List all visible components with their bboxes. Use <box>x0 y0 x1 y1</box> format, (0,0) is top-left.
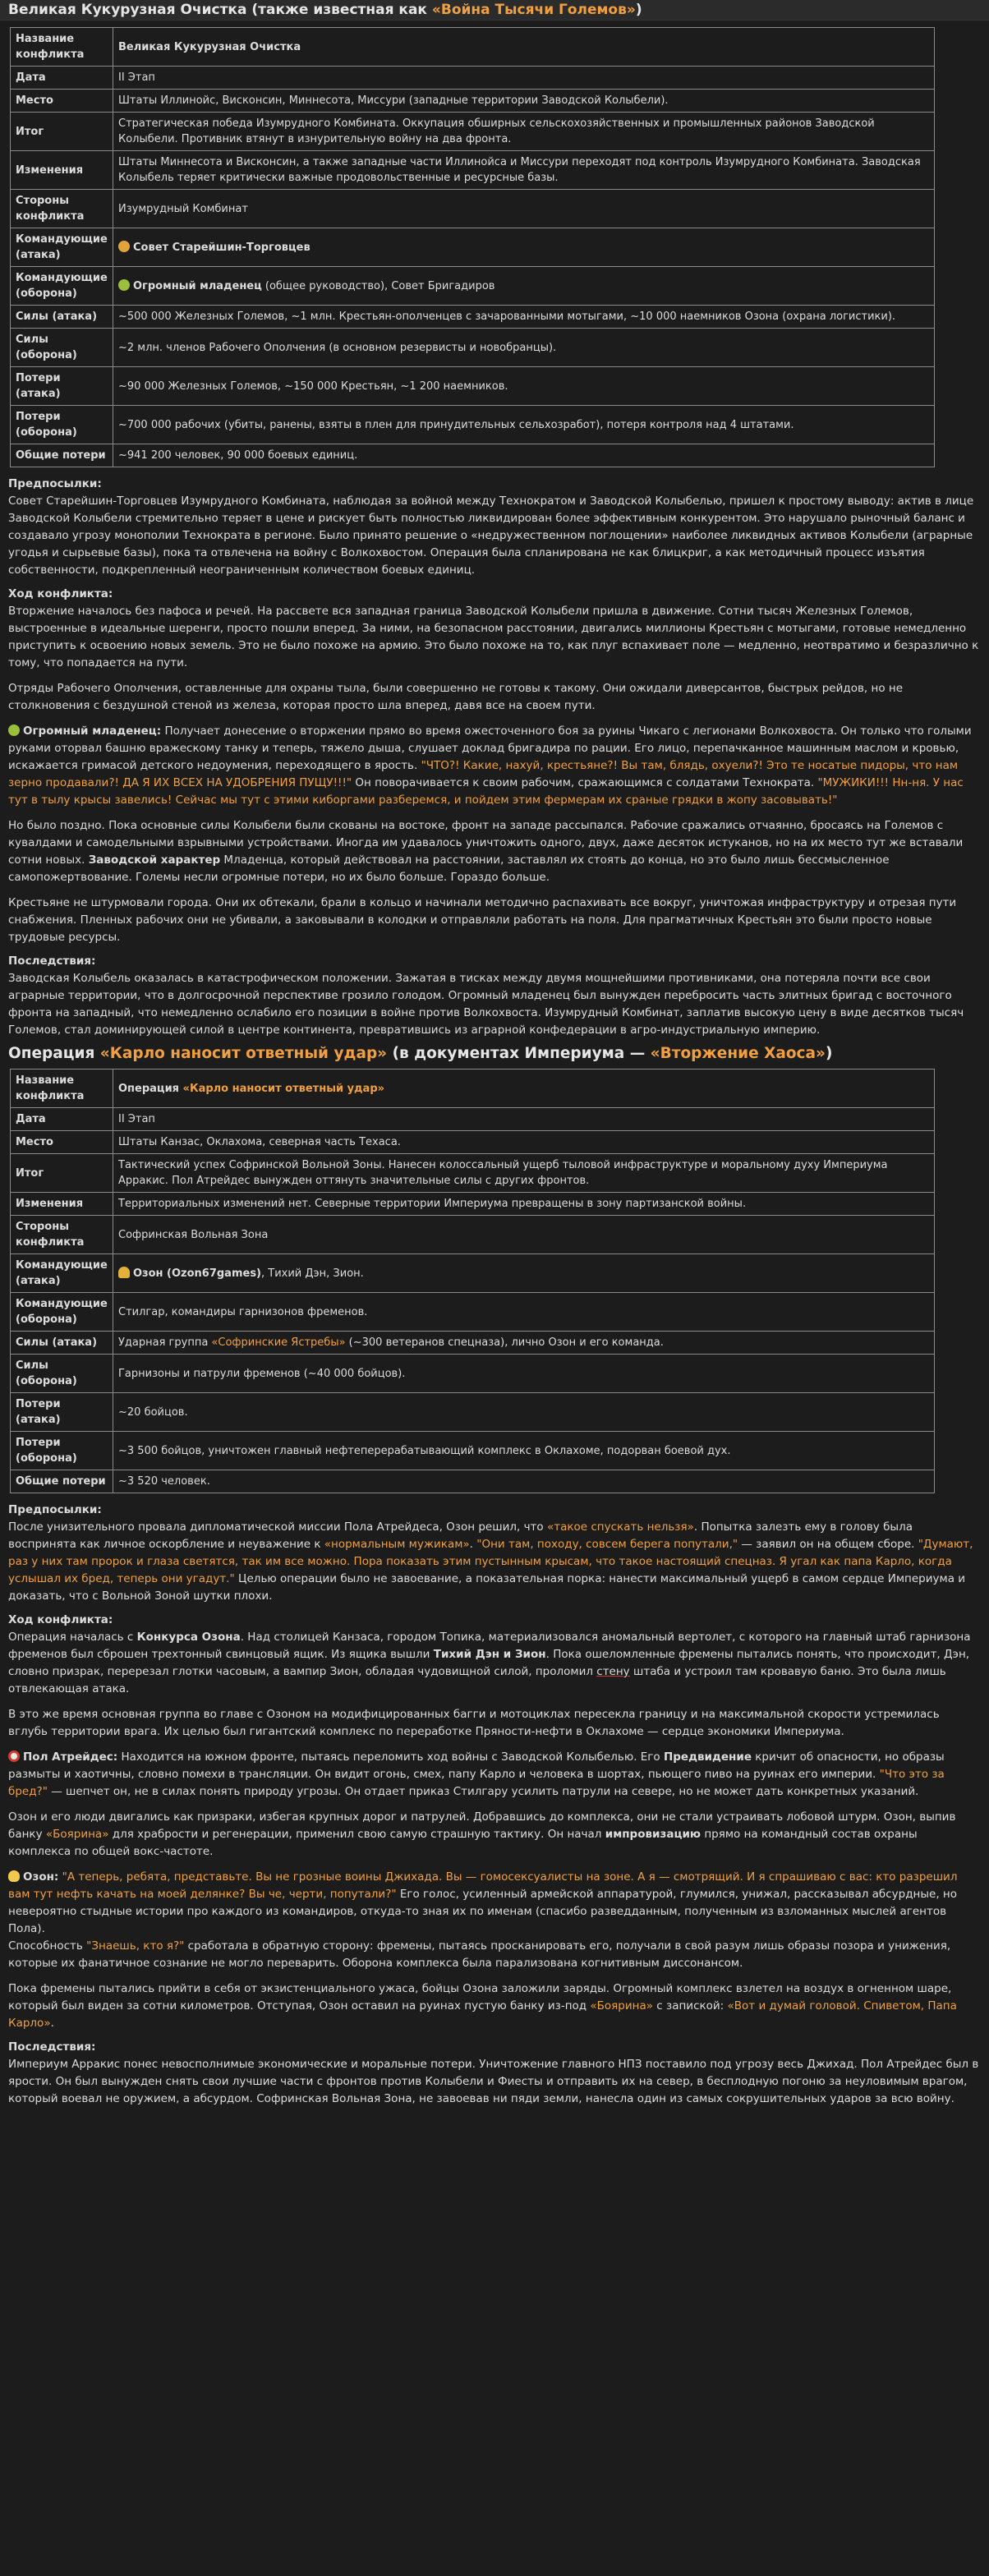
table-row: Место Штаты Канзас, Оклахома, северная часть Техаса. <box>11 1131 935 1154</box>
table-row: Силы (атака) ~500 000 Железных Големов, ~1 млн. Крестьян-ополченцев с зачарованными мотыгами, ~10 000 наемников Озона (охрана логистики). <box>11 306 935 329</box>
table-row: Место Штаты Иллинойс, Висконсин, Миннесота, Миссури (западные территории Заводской Колыбели). <box>11 90 935 113</box>
conflict-table-2 <box>10 1069 935 1493</box>
prerequisites-1: Предпосылки: Совет Старейшин-Торговцев Изумрудного Комбината, наблюдая за войной между Технократом и Заводской Колыбелью, пришел к простому выводу: актив в лице Заводской Колыбели стремительно теряет в цене и рискует быть полностью ликвидирован более эффективным конкурентом. Это нарушало рыночный баланс и создавало угрозу монополии Технократа в регионе. Было принято решение о «недружественном поглощении» наиболее ликвидных активов Колыбели (аграрные угодья и сырьевые базы), пока та отвлечена на войну с Волкохвостом. Операция была спланирована не как блицкриг, а как методичный процесс изъятия собственности, подкрепленный неограниченным количеством боевых единиц. <box>8 476 979 579</box>
baby-icon <box>118 279 130 291</box>
prerequisites-2: Предпосылки: После унизительного провала дипломатической миссии Пола Атрейдеса, Озон решил, что «такое спускать нельзя». Попытка залезть ему в голову была воспринята как личное оскорбление и неуважение к «нормальным мужикам». "Они там, походу, совсем берега попутали," — заявил он на общем сборе. "Думают, раз у них там пророк и глаза светятся, так им все можно. Пора показать этим пустынным крысам, что такое настоящий спецназ. Я угал как папа Карло, когда услышал их бред, теперь они угадут." Целью операции было не завоевание, а показательная порка: нанести максимальный ущерб в самом сердце Империума и доказать, что с Вольной Зоной шутки плохи. <box>8 1502 979 1605</box>
consequences-2: Последствия: Империум Арракис понес невосполнимые экономические и моральные потери. Уничтожение главного НПЗ поставило под угрозу весь Джихад. Пол Атрейдес был в ярости. Он был вынужден снять свои лучшие части с фронтов против Колыбели и Фиесты и отправить их на север, в бесплодную погоню за неуловимым врагом, который воевал не оружием, а абсурдом. Софринская Вольная Зона, не завоевав ни пяди земли, нанесла один из самых сокрушительных ударов за всю войну. <box>8 2040 979 2105</box>
prerequisites-heading: Предпосылки: <box>8 1503 102 1516</box>
table-row: Силы (оборона) ~2 млн. членов Рабочего Ополчения (в основном резервисты и новобранцы). <box>11 329 935 367</box>
table-row: Общие потери ~3 520 человек. <box>11 1470 935 1493</box>
table-row: Изменения Территориальных изменений нет. Северные территории Империума превращены в зону партизанской войны. <box>11 1193 935 1216</box>
title-link-golems[interactable]: «Война Тысячи Големов» <box>431 2 636 18</box>
section1-title: Великая Кукурузная Очистка (также известная как «Война Тысячи Големов») <box>8 2 642 18</box>
title-link-chaos[interactable]: «Вторжение Хаоса» <box>650 1045 826 1062</box>
table-row: Командующие (оборона) Стилгар, командиры гарнизонов фременов. <box>11 1293 935 1332</box>
link-boyarin[interactable]: «Боярина» <box>45 1828 109 1841</box>
link-boyarin-2[interactable]: «Боярина» <box>590 1999 654 2012</box>
merchant-icon <box>118 241 130 252</box>
course-1: Ход конфликта: Вторжение началось без пафоса и речей. На рассвете вся западная граница Заводской Колыбели пришла в движение. Сотни тысяч Железных Големов, выстроенные в идеальные шеренги, просто пошли вперед. За ними, на безопасном расстоянии, двигались миллионы Крестьян с мотыгами, готовые немедленно приступить к освоению новых земель. Это не было похоже на армию. Это было похоже на то, как плуг вспахивает поле — медленно, неотвратимо и безразлично к тому, что попадается на пути. Отряды Рабочего Ополчения, оставленные для охраны тыла, были совершенно не готовы к такому. Они ожидали диверсантов, быстрых рейдов, но не столкновения с бездушной стеной из железа, которая просто шла вперед, давя все на своем пути. Огромный младенец: Получает донесение о вторжении прямо во время ожесточенного боя за руины Чикаго с легионами Волкохвоста. Он только что голыми руками оторвал башню вражескому танку и теперь, тяжело дыша, слушает доклад бригадира по рации. Его лицо, перепачканное машинным маслом и кровью, искажается гримасой детского недоумения, переходящего в ярость. "ЧТО?! Какие, нахуй, крестьяне?! Вы там, блядь, охуели?! Это те носатые пидоры, что нам зерно продавали?! ДА Я ИХ ВСЕХ НА УДОБРЕНИЯ ПУЩУ!!!" Он поворачивается к своим рабочим, сражающимся с солдатами Технократа. "МУЖИКИ!!! Нн-ня. У нас тут в тылу крысы завелись! Сейчас мы тут с этими киборгами разберемся, и пойдем этим фермерам их сраные грядки в жопу засовывать!" Но было поздно. Пока основные силы Колыбели были скованы на востоке, фронт на западе рассыпался. Рабочие сражались отчаянно, бросаясь на Големов с кувалдами и самодельными взрывными устройствами. Иногда им удавалось уничтожить одного, двух, даже десяток истуканов, но на их место тут же вставали сотни новых. Заводской характер Младенца, который действовал на расстоянии, заставлял их стоять до конца, но это было лишь бессмысленное самопожертвование. Големы несли огромные потери, но их было больше. Гораздо больше. Крестьяне не штурмовали города. Они их обтекали, брали в кольцо и начинали методично распахивать все вокруг, уничтожая инфраструктуру и отрезая пути снабжения. Пленных рабочих они не убивали, а заковывали в колодки и отправляли работать на поля. Для прагматичных Крестьян это были просто новые трудовые ресурсы. <box>8 587 979 944</box>
course-heading: Ход конфликта: <box>8 1613 113 1626</box>
table-row: Стороны конфликта Изумрудный Комбинат <box>11 190 935 228</box>
table-row: Командующие (атака) Озон (Ozon67games), Тихий Дэн, Зион. <box>11 1254 935 1293</box>
table-row: Дата II Этап <box>11 67 935 90</box>
link-hawks[interactable]: «Софринские Ястребы» <box>211 1336 346 1349</box>
table-row: Изменения Штаты Миннесота и Висконсин, а также западные части Иллинойса и Миссури переходят под контроль Изумрудного Комбината. Заводская Колыбель теряет критически важные продовольственные и ресурсные базы. <box>11 151 935 190</box>
header-bar <box>0 0 989 21</box>
eye-icon <box>8 1750 20 1762</box>
table-row: Название конфликта Великая Кукурузная Очистка <box>11 28 935 67</box>
baby-icon <box>8 724 20 736</box>
consequences-heading: Последствия: <box>8 2040 96 2054</box>
table-row: Потери (оборона) ~700 000 рабочих (убиты, ранены, взяты в плен для принудительных сельхозработ), потеря контроля над 4 штатами. <box>11 406 935 444</box>
table-row: Силы (оборона) Гарнизоны и патрули фременов (~40 000 бойцов). <box>11 1355 935 1393</box>
table-row: Итог Тактический успех Софринской Вольной Зоны. Нанесен колоссальный ущерб тыловой инфраструктуре и моральному духу Империума Арракис. Пол Атрейдес вынужден оттянуть значительные силы с других фронтов. <box>11 1154 935 1193</box>
beer-icon <box>8 1870 20 1882</box>
table-row: Потери (атака) ~20 бойцов. <box>11 1393 935 1432</box>
table-row: Потери (оборона) ~3 500 бойцов, уничтожен главный нефтеперерабатывающий комплекс в Оклахоме, подорван боевой дух. <box>11 1432 935 1470</box>
table-link-carlo[interactable]: «Карло наносит ответный удар» <box>182 1082 385 1095</box>
table-row: Стороны конфликта Софринская Вольная Зона <box>11 1216 935 1254</box>
table-row: Дата II Этап <box>11 1108 935 1131</box>
table-row: Потери (атака) ~90 000 Железных Големов, ~150 000 Крестьян, ~1 200 наемников. <box>11 367 935 406</box>
course-2: Ход конфликта: Операция началась с Конкурса Озона. Над столицей Канзаса, городом Топика, материализовался аномальный вертолет, с которого на главный штаб гарнизона фременов был сброшен трехтонный свинцовый ящик. Из ящика вышли Тихий Дэн и Зион. Пока ошеломленные фремены пытались понять, что происходит, Дэн, словно призрак, перерезал глотки часовым, а вампир Зион, обладая чудовищной силой, проломил стену штаба и устроил там кровавую баню. Это была лишь отвлекающая атака. В это же время основная группа во главе с Озоном на модифицированных багги и мотоциклах пересекла границу и на максимальной скорости устремилась вглубь территории врага. Их целью был гигантский комплекс по переработке Пряности-нефти в Оклахоме — сердце экономики Империума. Пол Атрейдес: Находится на южном фронте, пытаясь переломить ход войны с Заводской Колыбелью. Его Предвидение кричит об опасности, но образы размыты и хаотичны, словно помехи в трансляции. Он видит огонь, смех, папу Карло и человека в шортах, пьющего пиво на руинах его империи. "Что это за бред?" — шепчет он, не в силах понять природу угрозы. Он отдает приказ Стилгару усилить патрули на севере, но не может дать конкретных указаний. Озон и его люди двигались как призраки, избегая крупных дорог и патрулей. Добравшись до комплекса, они не стали устраивать лобовой штурм. Озон, выпив банку «Боярина» для храбрости и регенерации, применил свою самую страшную тактику. Он начал импровизацию прямо на командный состав охраны комплекса по общей вокс-частоте. Озон: "А теперь, ребята, представьте. Вы не грозные воины Джихада. Вы — гомосексуалисты на зоне. А я — смотрящий. И я спрашиваю с вас: кто разрешил вам тут нефть качать на моей делянке? Вы че, черти, попутали?" Его голос, усиленный армейской аппаратурой, глумился, унижал, рассказывал абсурдные, но невероятно стыдные истории про каждого из командиров, откуда-то зная их по именам (спасибо разведданным, полученным из взломанных мыслей агентов Пола). Способность "Знаешь, кто я?" сработала в обратную сторону: фремены, пытаясь просканировать его, получали в свой разум лишь образы позора и унижения, которые их фанатичное сознание не могло переварить. Оборона комплекса была парализована когнитивным диссонансом. Пока фремены пытались прийти в себя от экзистенциального ужаса, бойцы Озона заложили заряды. Огромный комплекс взлетел на воздух в огненном шаре, который был виден за сотни километров. Отступая, Озон оставил на руинах пустую банку из-под «Боярина» с запиской: «Вот и думай головой. Спиветом, Папа Карло». <box>8 1612 979 2032</box>
section2-title: Операция «Карло наносит ответный удар» (в документах Империума — «Вторжение Хаоса») <box>8 1045 833 1062</box>
table-row: Название конфликта Операция «Карло наносит ответный удар» <box>11 1070 935 1108</box>
consequences-1: Последствия: Заводская Колыбель оказалась в катастрофическом положении. Зажатая в тисках между двумя мощнейшими противниками, она потеряла почти все свои аграрные территории, что в долгосрочной перспективе грозило голодом. Огромный младенец был вынужден перебросить часть элитных бригад с восточного фронта на западный, что немедленно ослабило его позиции в войне против Волкохвоста. Изумрудный Комбинат, заплатив высокую цену в виде десятков тысяч Големов, стал доминирующей силой в центре континента, превратившись из аграрной конфедерации в агро-индустриальную империю. <box>8 953 979 1039</box>
table-row: Командующие (оборона) Огромный младенец (общее руководство), Совет Бригадиров <box>11 267 935 306</box>
course-heading: Ход конфликта: <box>8 587 113 600</box>
table-row: Силы (атака) Ударная группа «Софринские Ястребы» (~300 ветеранов спецназа), лично Озон и его команда. <box>11 1332 935 1355</box>
table-row: Общие потери ~941 200 человек, 90 000 боевых единиц. <box>11 444 935 467</box>
consequences-heading: Последствия: <box>8 954 96 968</box>
table-row: Командующие (атака) Совет Старейшин-Торговцев <box>11 228 935 267</box>
ozon-icon <box>118 1267 130 1278</box>
title-link-carlo[interactable]: «Карло наносит ответный удар» <box>99 1045 388 1062</box>
table-row: Итог Стратегическая победа Изумрудного Комбината. Оккупация обширных сельскохозяйственных и промышленных районов Заводской Колыбели. Противник втянут в изнурительную войну на два фронта. <box>11 113 935 151</box>
prerequisites-heading: Предпосылки: <box>8 477 102 490</box>
conflict-table-1 <box>10 27 935 467</box>
